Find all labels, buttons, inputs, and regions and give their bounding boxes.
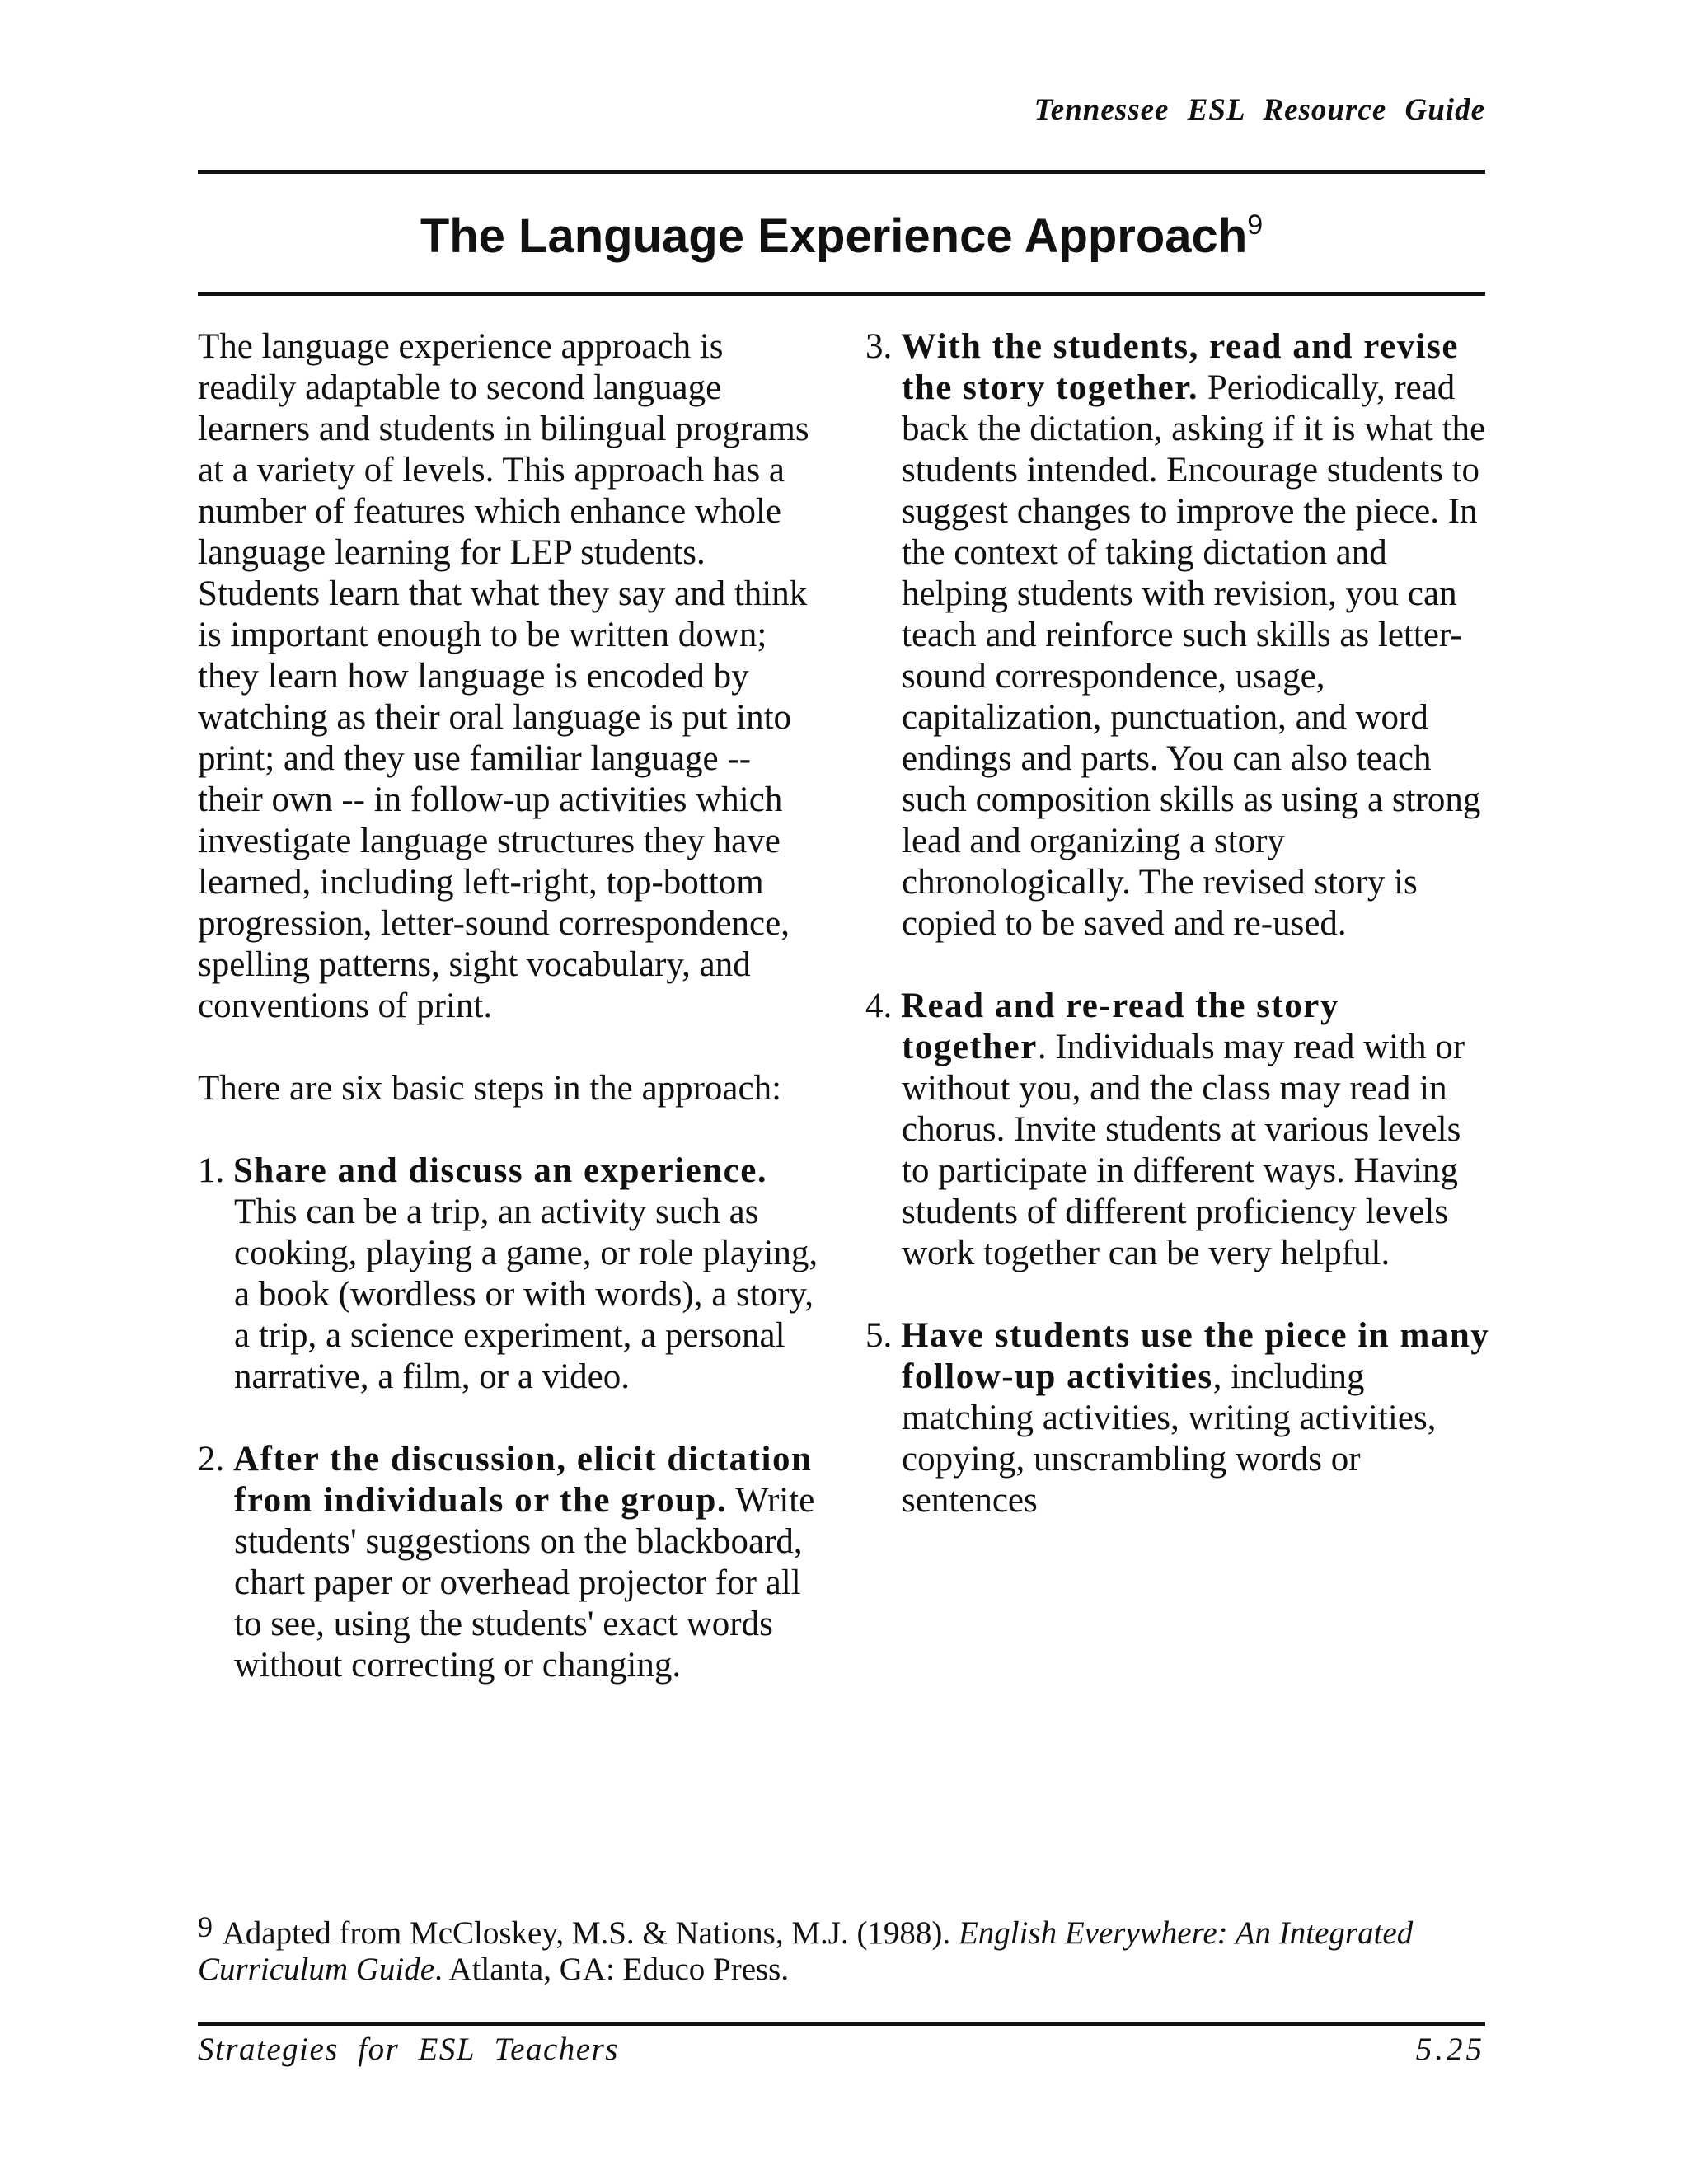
step-1 — [198, 1151, 824, 1398]
step-4 — [865, 986, 1492, 1274]
intro-paragraph: The language experience approach is readily adaptable to second language learners and students in bilingual programs at a variety of levels. This approach has a number of features which enhance whole language learning for LEP students. Students learn that what they say and think is important enough to be written down; they learn how language is encoded by watching as their oral language is put into print; and they use familiar language -- their own -- in follow-up activities which investigate language structures they have learned, including left-right, top-bottom progression, letter-sound correspondence, spelling patterns, sight vocabulary, and conventions of print. — [198, 327, 809, 1025]
footer-section-title: Strategies for ESL Teachers — [198, 2032, 619, 2067]
page-title — [198, 196, 1485, 265]
step-3-heading: With the students, read and revise the story together. — [901, 327, 1459, 407]
paragraph-gap — [198, 1398, 824, 1439]
step-4-body: . Individuals may read with or without you, and the class may read in chorus. Invite students at various levels to participate in different ways. Having students of different proficiency levels work together can be very helpful. — [902, 1028, 1465, 1272]
footnote-book-title: English Everywhere: An Integrated Curriculum Guide — [198, 1915, 1414, 1987]
footnote-prefix: Adapted from McCloskey, M.S. & Nations, M.J. (1988). — [216, 1915, 959, 1951]
step-1-number: 1. — [198, 1151, 225, 1190]
step-2-number: 2. — [198, 1440, 225, 1479]
footnote-marker: 9 — [198, 1910, 213, 1943]
step-5-number: 5. — [865, 1316, 893, 1355]
paragraph-gap — [198, 1027, 824, 1068]
page-number: 5.25 — [1415, 2032, 1485, 2067]
step-1-body: This can be a trip, an activity such as cooking, playing a game, or role playing, a book (wordless or with words), a story, a trip, a science experiment, a personal narrative, a film, or a video. — [234, 1193, 818, 1396]
footnote — [198, 1909, 1485, 1988]
step-1-heading: Share and discuss an experience. — [233, 1151, 768, 1190]
paragraph-gap — [865, 944, 1492, 986]
page-title-text: The Language Experience Approach — [420, 209, 1248, 263]
step-3-body: Periodically, read back the dictation, asking if it is what the students intended. Encourage students to suggest changes to improve the piece. In the context of taking dictation and helping students with revision, you can teach and reinforce such skills as letter-sound correspondence, usage, capitalization, punctuation, and word endings and parts. You can also teach such composition skills as using a strong lead and organizing a story chronologically. The revised story is copied to be saved and re-used. — [902, 368, 1486, 943]
step-5-body: , including matching activities, writing activities, copying, unscrambling words or sentences — [902, 1357, 1437, 1520]
step-5 — [865, 1315, 1492, 1521]
step-2-body: Write students' suggestions on the blackboard, chart paper or overhead projector for all to see, using the students' exact words without correcting or changing. — [234, 1481, 815, 1685]
steps-intro-paragraph: There are six basic steps in the approach: — [198, 1069, 782, 1108]
step-5-heading: Have students use the piece in many follow-up activities — [901, 1316, 1490, 1396]
step-2 — [198, 1439, 824, 1686]
right-column — [865, 326, 1492, 1521]
header-rule-top — [198, 170, 1485, 174]
footer-rule — [198, 2022, 1485, 2026]
left-column — [198, 326, 824, 1686]
step-3-number: 3. — [865, 327, 893, 366]
title-footnote-marker: 9 — [1247, 209, 1264, 241]
paragraph-gap — [865, 1274, 1492, 1315]
header-rule-bottom — [198, 292, 1485, 296]
footnote-suffix: . Atlanta, GA: Educo Press. — [434, 1952, 790, 1987]
step-4-number: 4. — [865, 987, 893, 1025]
running-header: Tennessee ESL Resource Guide — [1034, 93, 1485, 127]
step-4-heading: Read and re-read the story together — [901, 987, 1339, 1066]
paragraph-gap — [198, 1109, 824, 1151]
step-3 — [865, 326, 1492, 944]
step-2-heading: After the discussion, elicit dictation from individuals or the group. — [233, 1440, 813, 1520]
